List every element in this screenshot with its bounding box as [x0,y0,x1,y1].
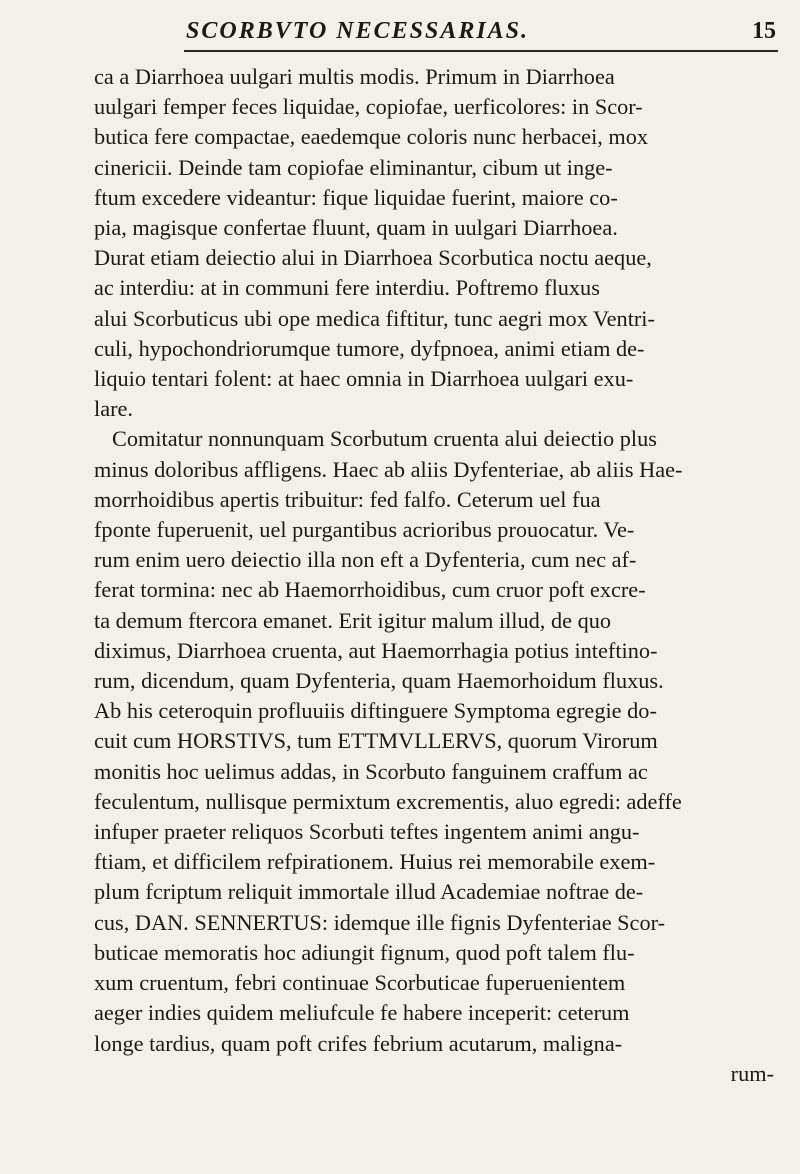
page-number: 15 [752,18,776,44]
header-rule [184,50,778,52]
text-line: ftum excedere videantur: fique liquidae fuerint, maiore co- [94,184,618,210]
text-line: ta demum ftercora emanet. Erit igitur malum illud, de quo [94,607,612,633]
text-line: rum enim uero deiectio illa non eft a Dyfenteria, cum nec af- [94,547,637,573]
text-line: ferat tormina: nec ab Haemorrhoidibus, cum cruor poft excre- [94,577,646,603]
text-line: cuit cum HORSTIVS, tum ETTMVLLERVS, quorum Virorum [94,728,658,754]
text-line: xum cruentum, febri continuae Scorbuticae fuperuenientem [94,970,626,996]
text-line: cus, DAN. SENNERTUS: idemque ille fignis Dyfenteriae Scor- [94,909,666,935]
text-line: liquio tentari folent: at haec omnia in Diarrhoea uulgari exu- [94,366,634,392]
text-line: ftiam, et difficilem refpirationem. Huius rei memorabile exem- [94,849,656,875]
body-text [94,62,774,1089]
text-line: feculentum, nullisque permixtum excrementis, aluo egredi: adeffe [94,788,682,814]
text-line: culi, hypochondriorumque tumore, dyfpnoea, animi etiam de- [94,335,645,361]
text-line: cinericii. Deinde tam copiofae eliminantur, cibum ut inge- [94,154,613,180]
text-line: uulgari femper feces liquidae, copiofae, uerficolores: in Scor- [94,94,643,120]
text-line: Comitatur nonnunquam Scorbutum cruenta alui deiectio plus [112,426,657,452]
text-line: diximus, Diarrhoea cruenta, aut Haemorrhagia potius inteftino- [94,637,658,663]
text-line: alui Scorbuticus ubi ope medica fiftitur, tunc aegri mox Ventri- [94,305,655,331]
text-line: butica fere compactae, eaedemque coloris nunc herbacei, mox [94,124,649,150]
running-header [186,14,776,50]
text-line: minus doloribus affligens. Haec ab aliis Dyfenteriae, ab aliis Hae- [94,456,683,482]
text-line: aeger indies quidem meliufcule fe habere inceperit: ceterum [94,1000,630,1026]
text-line: ac interdiu: at in communi fere interdiu. Poftremo fluxus [94,275,600,301]
text-line: monitis hoc uelimus addas, in Scorbuto fanguinem craffum ac [94,758,648,784]
text-line: Durat etiam deiectio alui in Diarrhoea Scorbutica noctu aeque, [94,245,652,271]
text-line: morrhoidibus apertis tribuitur: fed falfo. Ceterum uel fua [94,486,601,512]
text-line: lare. [94,396,133,422]
text-line: fponte fuperuenit, uel purgantibus acrioribus prouocatur. Ve- [94,517,635,543]
text-line: longe tardius, quam poft crifes febrium acutarum, maligna- [94,1030,623,1056]
text-line: plum fcriptum reliquit immortale illud Academiae noftrae de- [94,879,644,905]
text-line: infuper praeter reliquos Scorbuti teftes ingentem animi angu- [94,819,640,845]
running-title: SCORBVTO NECESSARIAS. [186,18,530,44]
text-line: buticae memoratis hoc adiungit fignum, quod poft talem flu- [94,939,635,965]
catchword: rum- [730,1060,774,1086]
text-line: Ab his ceteroquin profluuiis diftinguere Symptoma egregie do- [94,698,657,724]
text-line: ca a Diarrhoea uulgari multis modis. Primum in Diarrhoea [94,64,615,89]
text-line: rum, dicendum, quam Dyfenteria, quam Haemorhoidum fluxus. [94,668,664,694]
text-line: pia, magisque confertae fluunt, quam in uulgari Diarrhoea. [94,215,618,241]
